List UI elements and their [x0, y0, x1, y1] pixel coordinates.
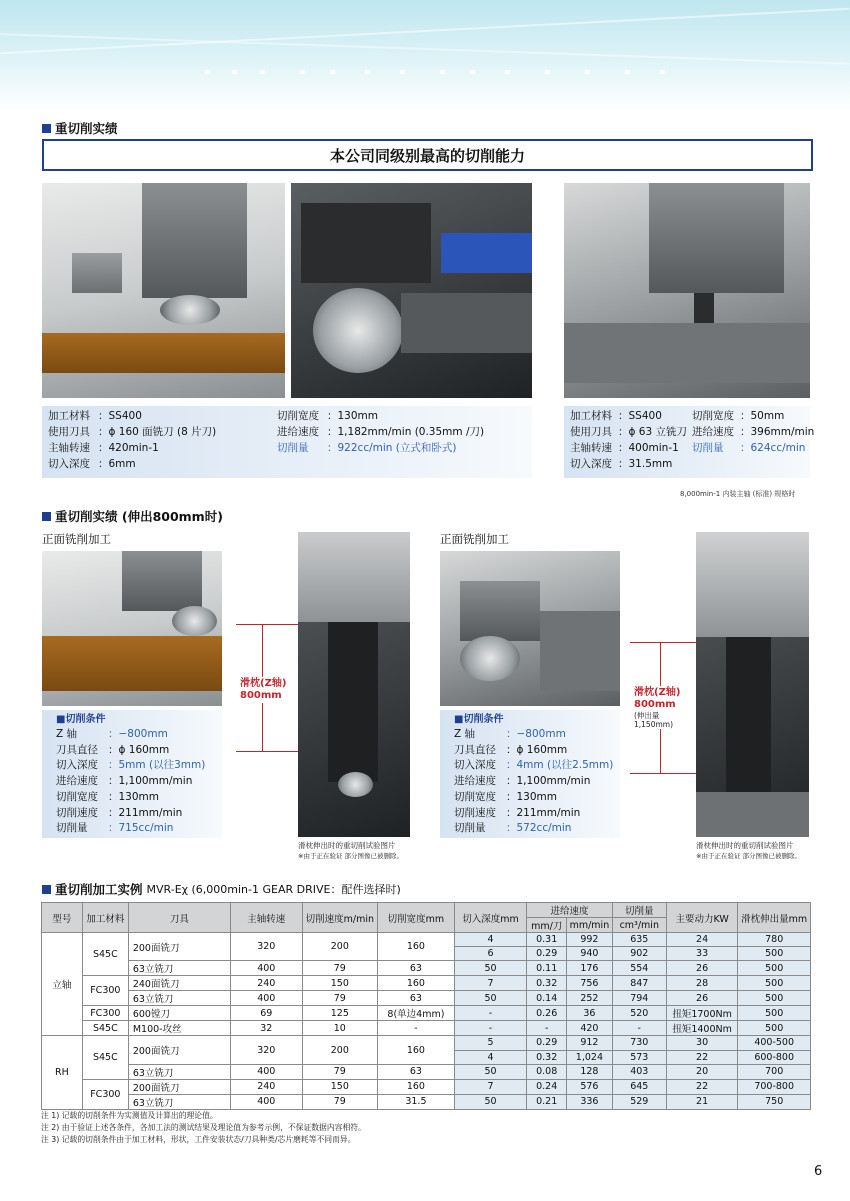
- header-power: 主要动力KW: [666, 903, 738, 933]
- condition-panel-left: [42, 710, 222, 838]
- header-material: 加工材料: [82, 903, 128, 933]
- condition-row: 切削速度 ：211mm/min: [56, 806, 183, 819]
- photo-end-milling: [564, 183, 810, 398]
- page-number: 6: [814, 1164, 823, 1179]
- condition-row: 进给速度 ：1,100mm/min: [56, 775, 193, 788]
- header-feed: 进给速度: [527, 903, 612, 918]
- section-title-examples: [42, 880, 401, 898]
- ram-indicator-bottom-line: [630, 773, 696, 774]
- spec-row: 使用刀具 ：ϕ 63 立铣刀: [570, 426, 687, 438]
- spec-row: 进给速度 ：1,182mm/min (0.35mm /刀): [277, 426, 485, 438]
- table-row: 63立铣刀 400 79 63 50 0.08 128 403 20 700: [42, 1064, 811, 1079]
- condition-row: 刀具直径 ：ϕ 160mm: [454, 743, 568, 756]
- header-feed-per-tooth: mm/刀: [527, 918, 567, 933]
- header-volume: 切削量: [612, 903, 666, 918]
- spec-row: 切入深度 ：31.5mm: [570, 458, 673, 470]
- spec-row-highlight: 切削量 ：922cc/min (立式和卧式): [277, 442, 457, 454]
- table-row: 63立铣刀 400 79 31.5 50 0.21 336 529 21 750: [42, 1094, 811, 1109]
- table-row: 63立铣刀 400 79 63 50 0.14 252 794 26 500: [42, 991, 811, 1006]
- header-model: 型号: [42, 903, 83, 933]
- condition-list: [454, 727, 613, 837]
- condition-row: 进给速度 ：1,100mm/min: [454, 775, 591, 788]
- table-row: FC300 200面铣刀 240 150 160 7 0.24 576 645 22 700-800: [42, 1079, 811, 1094]
- photo-caption-left: 滑枕伸出时的重切削试验图片 ※由于正在验证 部分图像已被删除。: [298, 841, 404, 860]
- table-row: 6 0.29 940 902 33 500: [42, 947, 811, 961]
- header-ram: 滑枕伸出量mm: [738, 903, 811, 933]
- footnote: 注 1) 记载的切削条件为实测值及计算出的理论值。: [41, 1111, 218, 1120]
- photo-face-milling-left: [42, 551, 222, 706]
- section-marker-icon: [42, 885, 51, 894]
- ram-indicator-bottom-line: [236, 751, 298, 752]
- photo-caption-right: 滑枕伸出时的重切削试验图片 ※由于正在验证 部分图像已被删除。: [696, 841, 802, 860]
- section-marker-icon: [42, 512, 51, 521]
- spec-row: 切削宽度 ：130mm: [277, 410, 378, 422]
- section-title-text: 重切削加工实例: [55, 882, 143, 897]
- ram-label-right: 滑枕(Z轴) 800mm: [634, 687, 681, 710]
- table-row: FC300 600镗刀 69 125 8(单边4mm) - 0.26 36 520 扭矩1700Nm 500: [42, 1006, 811, 1021]
- header-feed-per-min: mm/min: [567, 918, 613, 933]
- table-row: RH S45C 200面铣刀 320 200 160 5 0.29 912 730 30 400-500: [42, 1036, 811, 1050]
- condition-panel-right: [440, 710, 620, 838]
- condition-row: 切削量 ：715cc/min: [56, 822, 174, 835]
- table-row: 4 0.32 1,024 573 22 600-800: [42, 1050, 811, 1064]
- section-title-text: 重切削实绩: [55, 121, 118, 136]
- caption-face-milling-right: 正面铣削加工: [440, 532, 509, 546]
- cutting-examples-table: [41, 902, 811, 1110]
- headline-text: 本公司同级别最高的切削能力: [329, 146, 525, 165]
- spec-left-column: [570, 408, 687, 472]
- condition-row: 切削宽度 ：130mm: [454, 790, 557, 803]
- spec-row: 切入深度 ：6mm: [48, 458, 136, 470]
- table-row: S45C M100-攻丝 32 10 - - - 420 - 扭矩1400Nm 500: [42, 1021, 811, 1036]
- spec-row: 进给速度 ：396mm/min: [692, 426, 815, 438]
- spec-right-column: [277, 408, 484, 456]
- photo-ram-extended-left: [298, 532, 410, 837]
- spec-row: 主轴转速 ：420min-1: [48, 442, 159, 454]
- caption-face-milling-left: 正面铣削加工: [42, 532, 111, 546]
- condition-row: Z 轴 ：−800mm: [454, 728, 566, 740]
- spec-row: 切削宽度 ：50mm: [692, 410, 785, 422]
- section-title-ram-extended: [42, 507, 223, 525]
- condition-row: 刀具直径 ：ϕ 160mm: [56, 743, 170, 756]
- photo-face-milling-right: [440, 551, 620, 706]
- header-depth: 切入深度mm: [454, 903, 527, 933]
- section-title-text: 重切削实绩 (伸出800mm时): [55, 509, 223, 524]
- section-marker-icon: [42, 124, 51, 133]
- footnote: 注 2) 由于验证上述各条件，各加工法的测试结果及理论值为参考示例，不保证数据内容相符。: [41, 1123, 366, 1132]
- header-cutting-width: 切削宽度mm: [378, 903, 455, 933]
- header-cutting-speed: 切削速度m/min: [302, 903, 378, 933]
- condition-row: 切削宽度 ：130mm: [56, 790, 159, 803]
- table-row: FC300 240面铣刀 240 150 160 7 0.32 756 847 28 500: [42, 976, 811, 991]
- spec-row: 加工材料 ：SS400: [48, 410, 142, 422]
- header-tool: 刀具: [128, 903, 230, 933]
- ram-indicator-top-line: [630, 642, 696, 643]
- headline-box: [42, 139, 813, 171]
- condition-row: 切削量 ：572cc/min: [454, 822, 572, 835]
- condition-title: ■切削条件: [56, 714, 106, 725]
- condition-title: ■切削条件: [454, 714, 504, 725]
- spec-row: 主轴转速 ：400min-1: [570, 442, 679, 454]
- spec-panel-face-milling: [42, 406, 532, 478]
- spec-row: 加工材料 ：SS400: [570, 410, 662, 422]
- table-row: 立轴 S45C 200面铣刀 320 200 160 4 0.31 992 635 24 780: [42, 933, 811, 947]
- spec-right-column: [692, 408, 814, 456]
- spec-row: 使用刀具 ：ϕ 160 面铣刀 (8 片刀): [48, 426, 217, 438]
- photo-ram-extended-right: [696, 532, 809, 837]
- condition-row: 切削速度 ：211mm/min: [454, 806, 581, 819]
- photo-horizontal-face-milling: [291, 183, 532, 398]
- spindle-note: 8,000min-1 内装主轴 (标准) 规格时: [680, 490, 796, 498]
- condition-list: [56, 727, 205, 837]
- footnote: 注 3) 记载的切削条件由于加工材料，形状，工件安装状态/刀具种类/芯片磨耗等不同而异。: [41, 1135, 356, 1144]
- condition-row: 切入深度 ：4mm (以往2.5mm): [454, 759, 614, 772]
- spec-left-column: [48, 408, 216, 472]
- condition-row: Z 轴 ：−800mm: [56, 728, 168, 740]
- header-volume-unit: cm³/min: [612, 918, 666, 933]
- ram-extension-note: (伸出量 1,150mm): [634, 711, 674, 729]
- spec-row-highlight: 切削量 ：624cc/min: [692, 442, 806, 454]
- photo-vertical-face-milling: [42, 183, 285, 398]
- header-banner: [0, 0, 850, 112]
- ram-indicator-top-line: [236, 624, 298, 625]
- spec-panel-end-milling: [564, 406, 815, 478]
- condition-row: 切入深度 ：5mm (以往3mm): [56, 759, 206, 772]
- section-title-heavy-cutting: [42, 119, 118, 137]
- header-spindle-speed: 主轴转速: [231, 903, 303, 933]
- ram-label-left: 滑枕(Z轴) 800mm: [240, 678, 287, 701]
- section-subtitle: MVR-Eχ (6,000min-1 GEAR DRIVE：配件选择时): [146, 883, 401, 896]
- table-row: 63立铣刀 400 79 63 50 0.11 176 554 26 500: [42, 961, 811, 976]
